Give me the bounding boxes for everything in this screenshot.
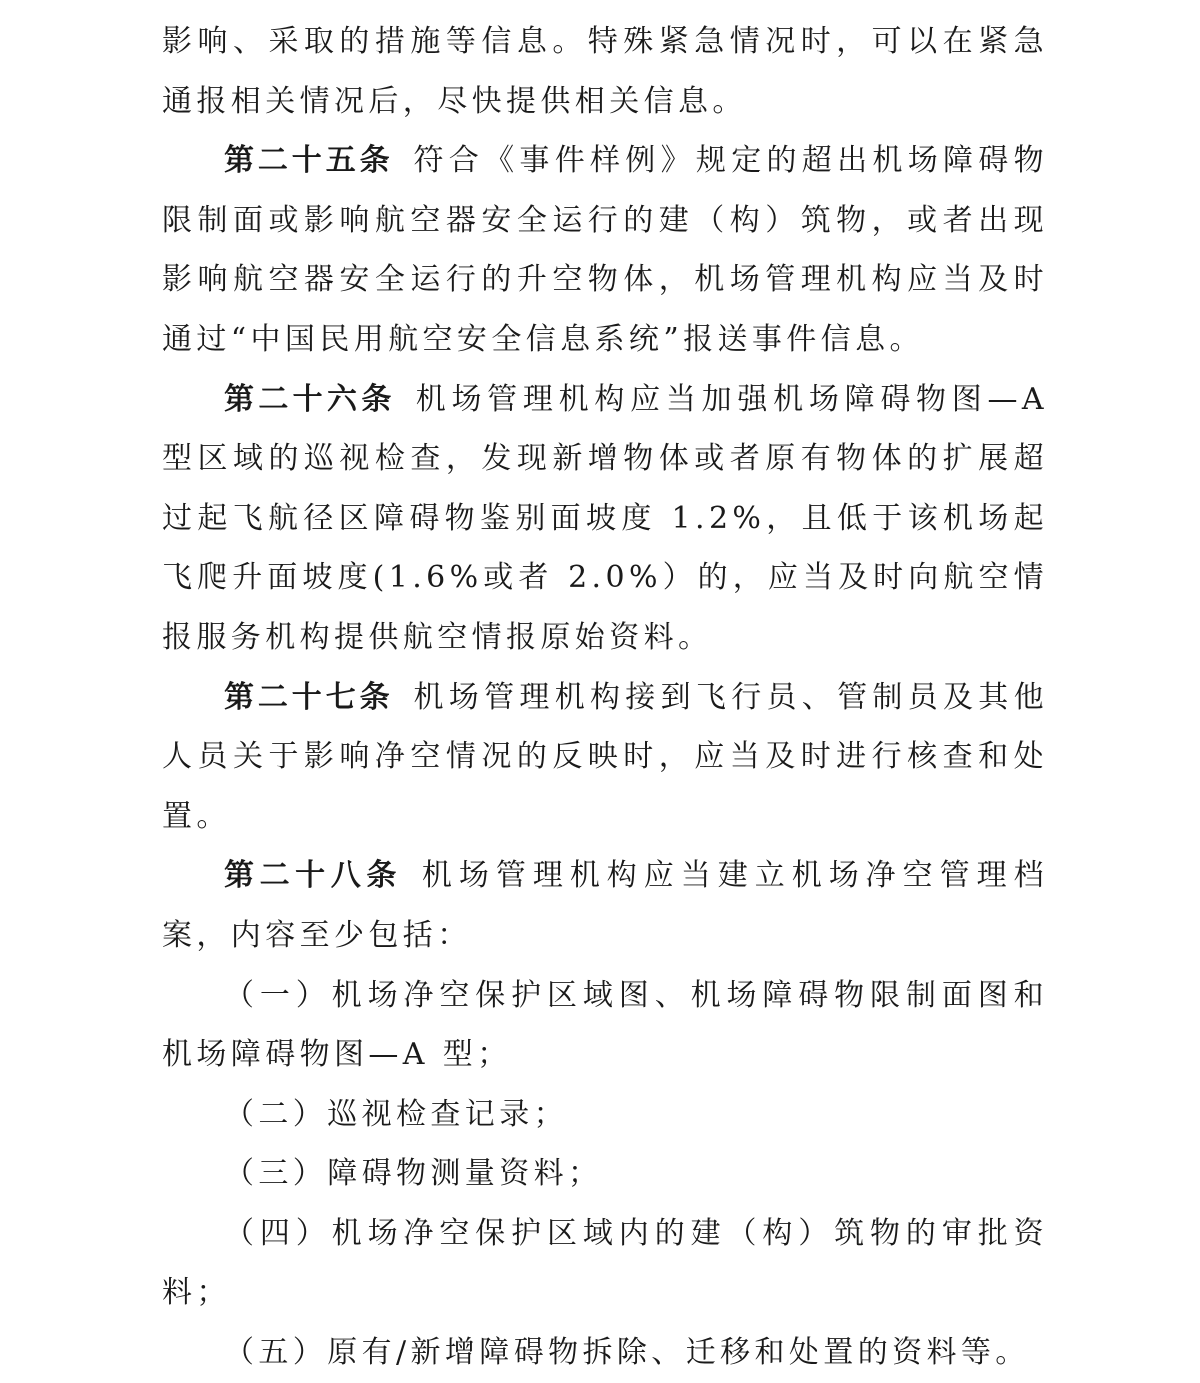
article-28-text: 机场管理机构应当建立机场净空管理档案，内容至少包括： (162, 858, 1048, 953)
article-27-heading: 第二十七条 (224, 679, 394, 715)
article-27-text: 机场管理机构接到飞行员、管制员及其他人员关于影响净空情况的反映时，应当及时进行核查和处置。 (162, 679, 1048, 834)
article-28-paragraph (162, 846, 1048, 965)
list-item-1: （一）机场净空保护区域图、机场障碍物限制面图和机场障碍物图—A 型； (162, 977, 1048, 1073)
article-26-text: 机场管理机构应当加强机场障碍物图—A 型区域的巡视检查，发现新增物体或者原有物体的扩展超过起飞航径区障碍物鉴别面坡度 1.2%，且低于该机场起飞爬升面坡度(1.6%或者 2.0%）的，应当及时向航空情报服务机构提供航空情报原始资料。 (162, 381, 1048, 655)
document-page (162, 12, 1048, 1383)
article-25-heading: 第二十五条 (224, 143, 394, 179)
intro-continuation-paragraph: 影响、采取的措施等信息。特殊紧急情况时，可以在紧急通报相关情况后，尽快提供相关信息。 (162, 24, 1048, 119)
list-item-4: （四）机场净空保护区域内的建（构）筑物的审批资料； (162, 1215, 1048, 1311)
article-25-text: 符合《事件样例》规定的超出机场障碍物限制面或影响航空器安全运行的建（构）筑物，或者出现影响航空器安全运行的升空物体，机场管理机构应当及时通过“中国民用航空安全信息系统”报送事件信息。 (162, 143, 1048, 357)
article-26-heading: 第二十六条 (224, 381, 396, 417)
article-27-paragraph (162, 668, 1048, 847)
article-28-heading: 第二十八条 (224, 858, 402, 894)
list-item-3: （三）障碍物测量资料； (224, 1156, 603, 1192)
article-26-paragraph (162, 370, 1048, 668)
list-item-5: （五）原有/新增障碍物拆除、迁移和处置的资料等。 (224, 1335, 1030, 1371)
article-25-paragraph (162, 131, 1048, 369)
list-item-2: （二）巡视检查记录； (224, 1096, 568, 1132)
